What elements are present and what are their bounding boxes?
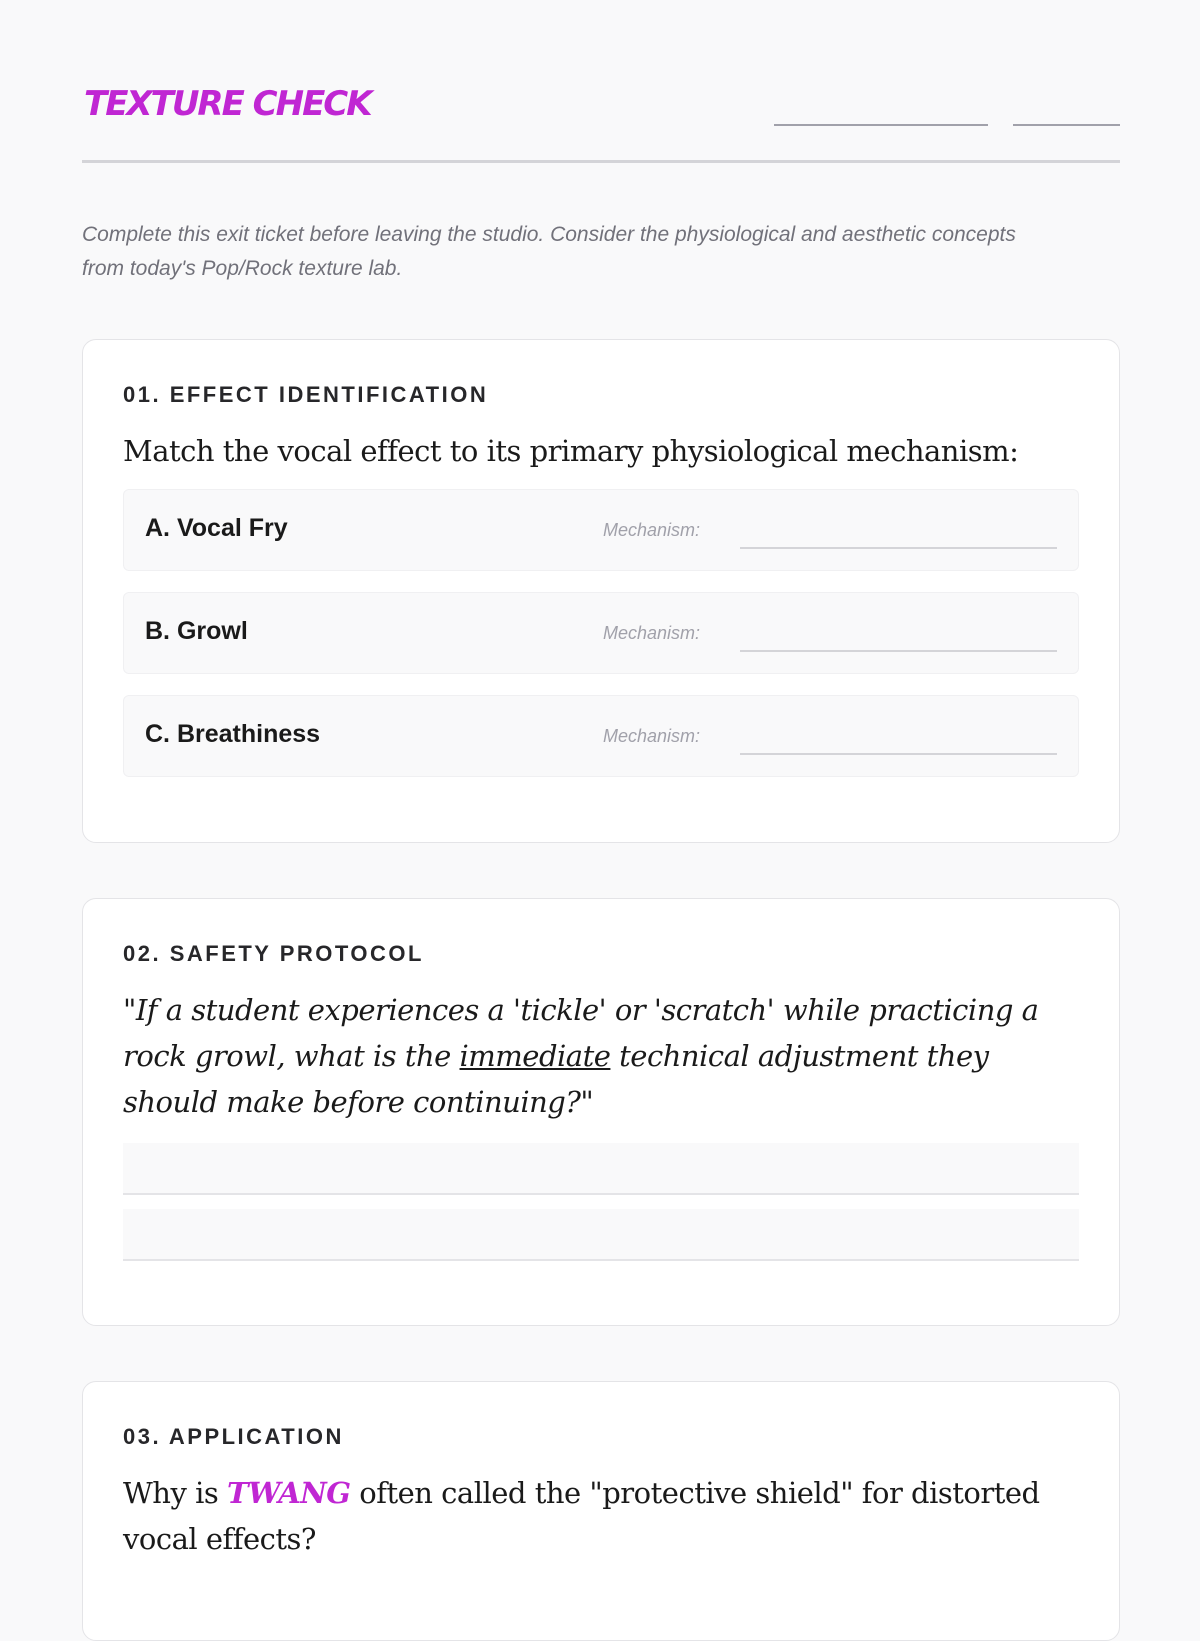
exit-ticket	[82, 0, 1120, 1556]
intro-text: Complete this exit ticket before leaving the studio. Consider the physiological and aesthetic concepts from today's Pop/Rock texture lab.	[82, 223, 1016, 280]
question-text: often called the "protective shield" for distorted vocal effects?	[123, 1476, 1040, 1556]
question-text: Why is	[123, 1476, 227, 1510]
mechanism-label: Mechanism:	[603, 726, 701, 746]
answer-line[interactable]	[123, 1209, 1079, 1261]
match-row	[123, 592, 1079, 674]
section-question: Match the vocal effect to its primary physiological mechanism:	[123, 434, 1019, 468]
mechanism-input[interactable]	[740, 650, 1057, 652]
mechanism-label: Mechanism:	[603, 623, 701, 643]
name-field[interactable]	[774, 124, 988, 126]
section-label: 02. SAFETY PROTOCOL	[123, 941, 424, 966]
header	[82, 0, 1120, 163]
section-label: 03. APPLICATION	[123, 1424, 344, 1449]
section-label: 01. EFFECT IDENTIFICATION	[123, 382, 489, 407]
question-text: technical adjustment they should make before continuing?"	[123, 1039, 989, 1119]
page-title: TEXTURE CHECK	[84, 84, 371, 124]
mechanism-input[interactable]	[740, 547, 1057, 549]
date-field[interactable]	[1013, 124, 1120, 126]
match-row	[123, 489, 1079, 571]
section-safety-protocol	[82, 898, 1120, 1326]
section-question	[123, 987, 1079, 1125]
match-row	[123, 695, 1079, 777]
section-application	[82, 1381, 1120, 1641]
mechanism-input[interactable]	[740, 753, 1057, 755]
question-text: "If a student experiences a 'tickle' or 'scratch' while practicing a rock growl, what is the	[123, 993, 1039, 1073]
effect-name: A. Vocal Fry	[145, 514, 288, 542]
answer-line[interactable]	[123, 1143, 1079, 1195]
twang-emphasis: TWANG	[226, 1476, 351, 1510]
emphasis: immediate	[459, 1039, 611, 1073]
effect-name: C. Breathiness	[145, 720, 321, 748]
mechanism-label: Mechanism:	[603, 520, 701, 540]
section-effect-identification	[82, 339, 1120, 843]
section-question	[123, 1470, 1079, 1562]
effect-name: B. Growl	[145, 617, 248, 645]
